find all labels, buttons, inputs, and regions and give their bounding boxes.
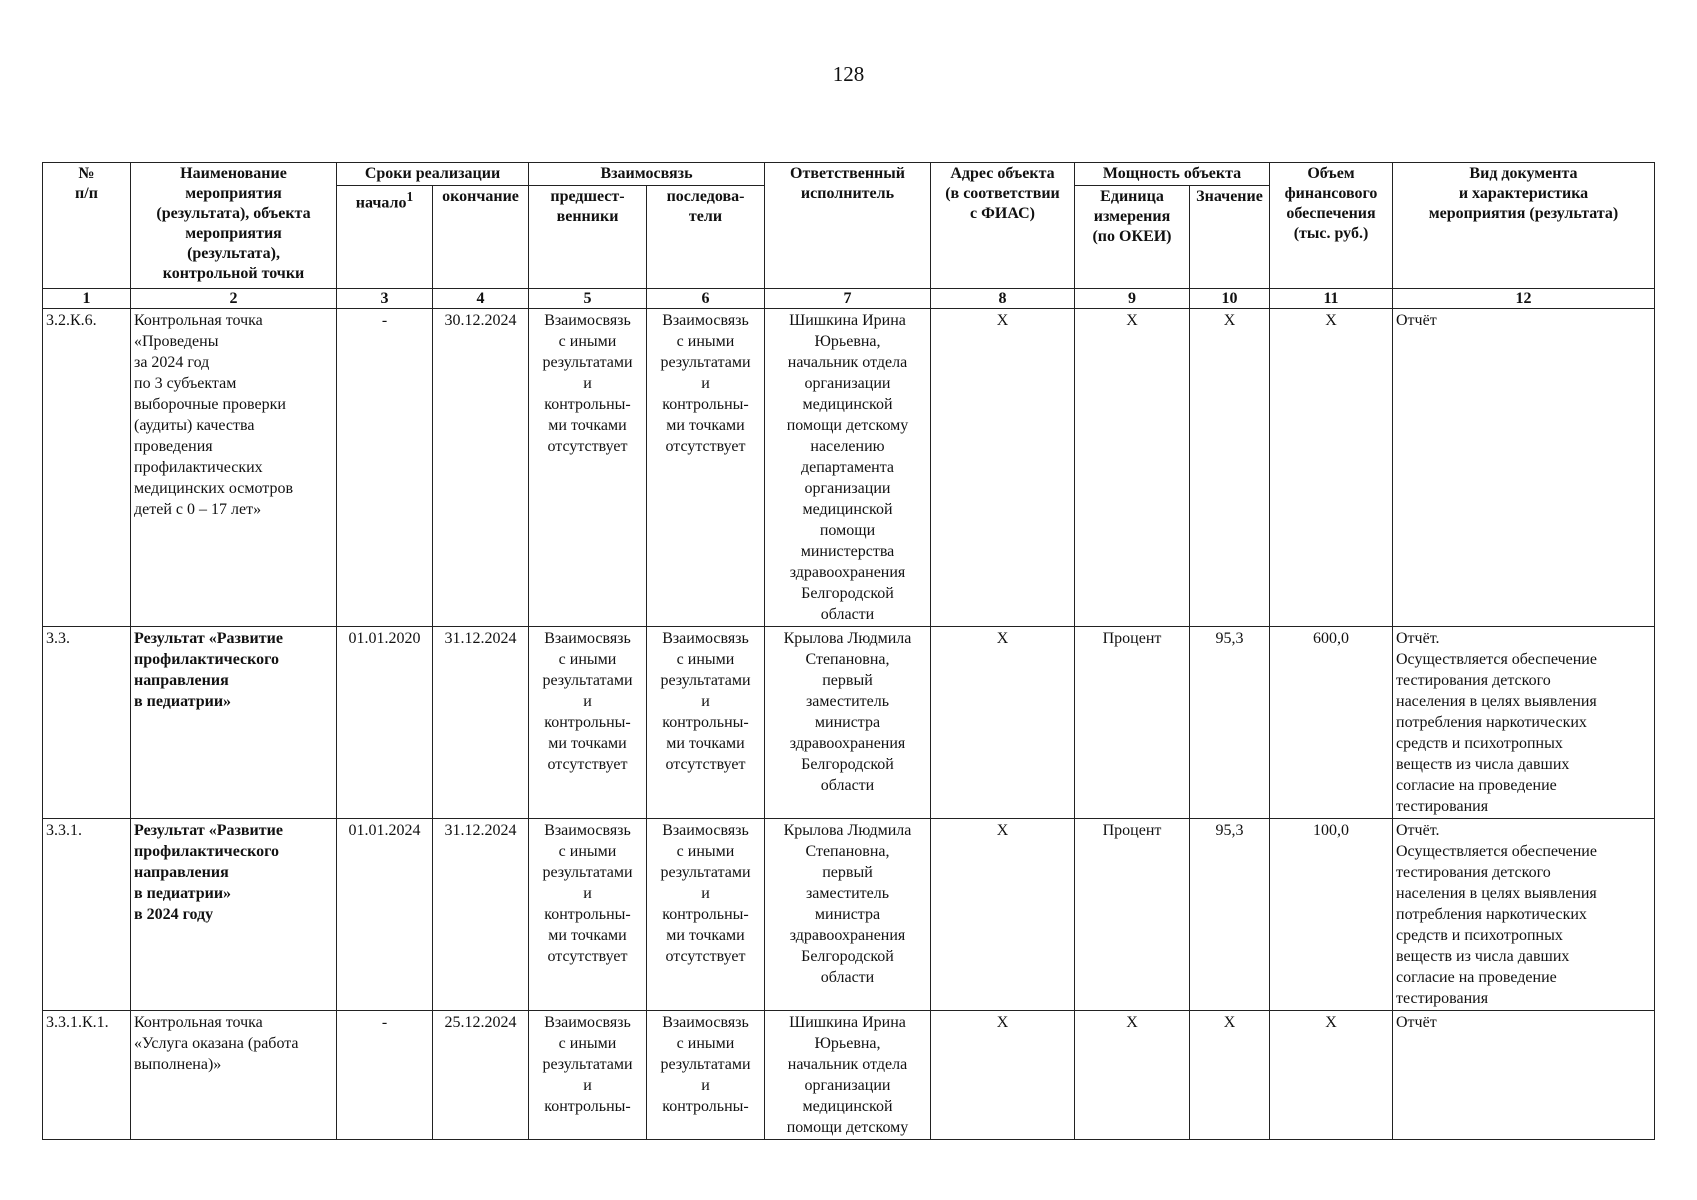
row-successors: Взаимосвязь с иными результатами и контрольны- ми точками отсутствует <box>647 309 765 627</box>
table-header <box>43 163 1655 309</box>
header-document: Вид документа и характеристика мероприятия (результата) <box>1393 163 1655 289</box>
header-start <box>337 186 433 289</box>
row-value: 95,3 <box>1190 627 1270 819</box>
row-predecessors: Взаимосвязь с иными результатами и контрольны- ми точками отсутствует <box>529 309 647 627</box>
header-value: Значение <box>1190 186 1270 289</box>
row-address: Х <box>931 1011 1075 1140</box>
table-body <box>43 309 1655 1140</box>
footnote-marker: 1 <box>406 189 414 204</box>
column-number: 5 <box>529 289 647 309</box>
row-value: Х <box>1190 309 1270 627</box>
column-number: 6 <box>647 289 765 309</box>
header-successors: последова- тели <box>647 186 765 289</box>
row-start-date: - <box>337 309 433 627</box>
table-row <box>43 819 1655 1011</box>
row-name: Результат «Развитие профилактического направления в педиатрии» <box>131 627 337 819</box>
row-responsible: Шишкина Ирина Юрьевна, начальник отдела организации медицинской помощи детскому <box>765 1011 931 1140</box>
column-number: 3 <box>337 289 433 309</box>
row-responsible: Крылова Людмила Степановна, первый заместитель министра здравоохранения Белгородской области <box>765 819 931 1011</box>
row-responsible: Шишкина Ирина Юрьевна, начальник отдела организации медицинской помощи детскому населению департамента организации медицинской помощи министерства здравоохранения Белгородской области <box>765 309 931 627</box>
row-finance: 100,0 <box>1270 819 1393 1011</box>
row-value: 95,3 <box>1190 819 1270 1011</box>
header-capacity: Мощность объекта <box>1075 163 1270 186</box>
row-name: Результат «Развитие профилактического направления в педиатрии» в 2024 году <box>131 819 337 1011</box>
page-number: 128 <box>832 62 865 86</box>
row-successors: Взаимосвязь с иными результатами и контрольны- <box>647 1011 765 1140</box>
header-relationship: Взаимосвязь <box>529 163 765 186</box>
row-end-date: 31.12.2024 <box>433 627 529 819</box>
row-unit: Процент <box>1075 819 1190 1011</box>
row-number: 3.3.1.К.1. <box>43 1011 131 1140</box>
row-document: Отчёт. Осуществляется обеспечение тестирования детского населения в целях выявления потребления наркотических средств и психотропных веществ из числа давших согласие на проведение тестирования <box>1393 627 1655 819</box>
row-address: Х <box>931 627 1075 819</box>
row-successors: Взаимосвязь с иными результатами и контрольны- ми точками отсутствует <box>647 819 765 1011</box>
row-end-date: 25.12.2024 <box>433 1011 529 1140</box>
column-number: 12 <box>1393 289 1655 309</box>
row-finance: Х <box>1270 1011 1393 1140</box>
column-number: 8 <box>931 289 1075 309</box>
row-finance: 600,0 <box>1270 627 1393 819</box>
row-document: Отчёт <box>1393 1011 1655 1140</box>
header-finance: Объем финансового обеспечения (тыс. руб.) <box>1270 163 1393 289</box>
header-start-label: начало <box>355 194 407 212</box>
row-address: Х <box>931 819 1075 1011</box>
row-finance: Х <box>1270 309 1393 627</box>
column-number: 10 <box>1190 289 1270 309</box>
column-numbers-row <box>43 289 1655 309</box>
row-unit: Процент <box>1075 627 1190 819</box>
header-responsible: Ответственный исполнитель <box>765 163 931 289</box>
row-end-date: 31.12.2024 <box>433 819 529 1011</box>
row-start-date: 01.01.2024 <box>337 819 433 1011</box>
row-number: 3.3. <box>43 627 131 819</box>
header-unit: Единица измерения (по ОКЕИ) <box>1075 186 1190 289</box>
row-document: Отчёт. Осуществляется обеспечение тестирования детского населения в целях выявления потребления наркотических средств и психотропных веществ из числа давших согласие на проведение тестирования <box>1393 819 1655 1011</box>
table-row <box>43 309 1655 627</box>
row-address: Х <box>931 309 1075 627</box>
row-responsible: Крылова Людмила Степановна, первый заместитель министра здравоохранения Белгородской области <box>765 627 931 819</box>
header-address: Адрес объекта (в соответствии с ФИАС) <box>931 163 1075 289</box>
column-number: 7 <box>765 289 931 309</box>
table-row <box>43 627 1655 819</box>
row-successors: Взаимосвязь с иными результатами и контрольны- ми точками отсутствует <box>647 627 765 819</box>
column-number: 11 <box>1270 289 1393 309</box>
header-name: Наименование мероприятия (результата), объекта мероприятия (результата), контрольной точки <box>131 163 337 289</box>
column-number: 2 <box>131 289 337 309</box>
row-value: Х <box>1190 1011 1270 1140</box>
header-predecessors: предшест- венники <box>529 186 647 289</box>
row-number: 3.2.К.6. <box>43 309 131 627</box>
row-start-date: 01.01.2020 <box>337 627 433 819</box>
table-row <box>43 1011 1655 1140</box>
column-number: 1 <box>43 289 131 309</box>
column-number: 4 <box>433 289 529 309</box>
plan-table <box>42 162 1655 1140</box>
row-predecessors: Взаимосвязь с иными результатами и контрольны- ми точками отсутствует <box>529 627 647 819</box>
row-end-date: 30.12.2024 <box>433 309 529 627</box>
column-number: 9 <box>1075 289 1190 309</box>
row-unit: Х <box>1075 309 1190 627</box>
header-end: окончание <box>433 186 529 289</box>
row-predecessors: Взаимосвязь с иными результатами и контрольны- <box>529 1011 647 1140</box>
row-name: Контрольная точка «Проведены за 2024 год по 3 субъектам выборочные проверки (аудиты) качества проведения профилактических медицинских осмотров детей с 0 – 17 лет» <box>131 309 337 627</box>
header-terms: Сроки реализации <box>337 163 529 186</box>
header-number: № п/п <box>43 163 131 289</box>
row-number: 3.3.1. <box>43 819 131 1011</box>
row-unit: Х <box>1075 1011 1190 1140</box>
row-name: Контрольная точка «Услуга оказана (работа выполнена)» <box>131 1011 337 1140</box>
row-start-date: - <box>337 1011 433 1140</box>
row-document: Отчёт <box>1393 309 1655 627</box>
row-predecessors: Взаимосвязь с иными результатами и контрольны- ми точками отсутствует <box>529 819 647 1011</box>
